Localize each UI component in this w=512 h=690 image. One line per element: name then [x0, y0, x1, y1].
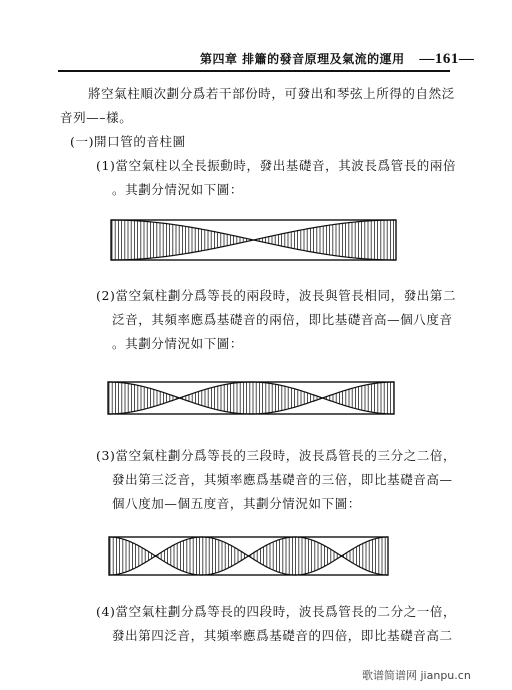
item4-line-1: (4)當空氣柱劃分爲等長的四段時，波長爲管長的二分之一倍，: [96, 604, 457, 619]
item3-line-2: 發出第三泛音，其頻率應爲基礎音的三倍，即比基礎音高—: [112, 472, 453, 487]
item1-line-2: 。其劃分情況如下圖：: [112, 182, 244, 197]
item4-line-2: 發出第四泛音，其頻率應爲基礎音的四倍，即比基礎音高二: [112, 628, 453, 643]
diagram-third-harmonic: [108, 536, 389, 576]
section-title: (一)開口管的音柱圖: [70, 134, 186, 149]
item2-line-2: 泛音，其頻率應爲基礎音的兩倍，即比基礎音高—個八度音: [112, 312, 453, 327]
wave-envelope-bottom: [109, 556, 388, 575]
item1-line-1: (1)當空氣柱以全長振動時，發出基礎音，其波長爲管長的兩倍: [96, 158, 457, 173]
watermark: 歌谱简谱网 jianpu.cn: [362, 669, 471, 682]
item3-line-1: (3)當空氣柱劃分爲等長的三段時，波長爲管長的三分之二倍，: [96, 448, 457, 463]
air-column-diagram-3: [108, 536, 389, 576]
diagram-second-harmonic: [107, 381, 395, 415]
item2-line-1: (2)當空氣柱劃分爲等長的兩段時，波長與管長相同，發出第二: [96, 288, 457, 303]
page-number: —161—: [419, 51, 475, 67]
item3-line-3: 個八度加—個五度音，其劃分情況如下圖：: [112, 496, 361, 511]
intro-line-1: 將空氣柱順次劃分爲若干部份時，可發出和琴弦上所得的自然泛: [88, 86, 455, 101]
item2-line-3: 。其劃分情況如下圖：: [112, 336, 244, 351]
header-rule: [58, 70, 450, 72]
diagram-fundamental: [110, 219, 397, 261]
air-column-diagram-1: [110, 219, 397, 261]
air-column-diagram-2: [107, 381, 395, 415]
chapter-header: [200, 50, 474, 68]
chapter-title: 第四章 排簫的發音原理及氣流的運用: [200, 52, 405, 66]
wave-envelope-top: [109, 537, 388, 556]
intro-line-2: 音列—–樣。: [60, 110, 133, 125]
